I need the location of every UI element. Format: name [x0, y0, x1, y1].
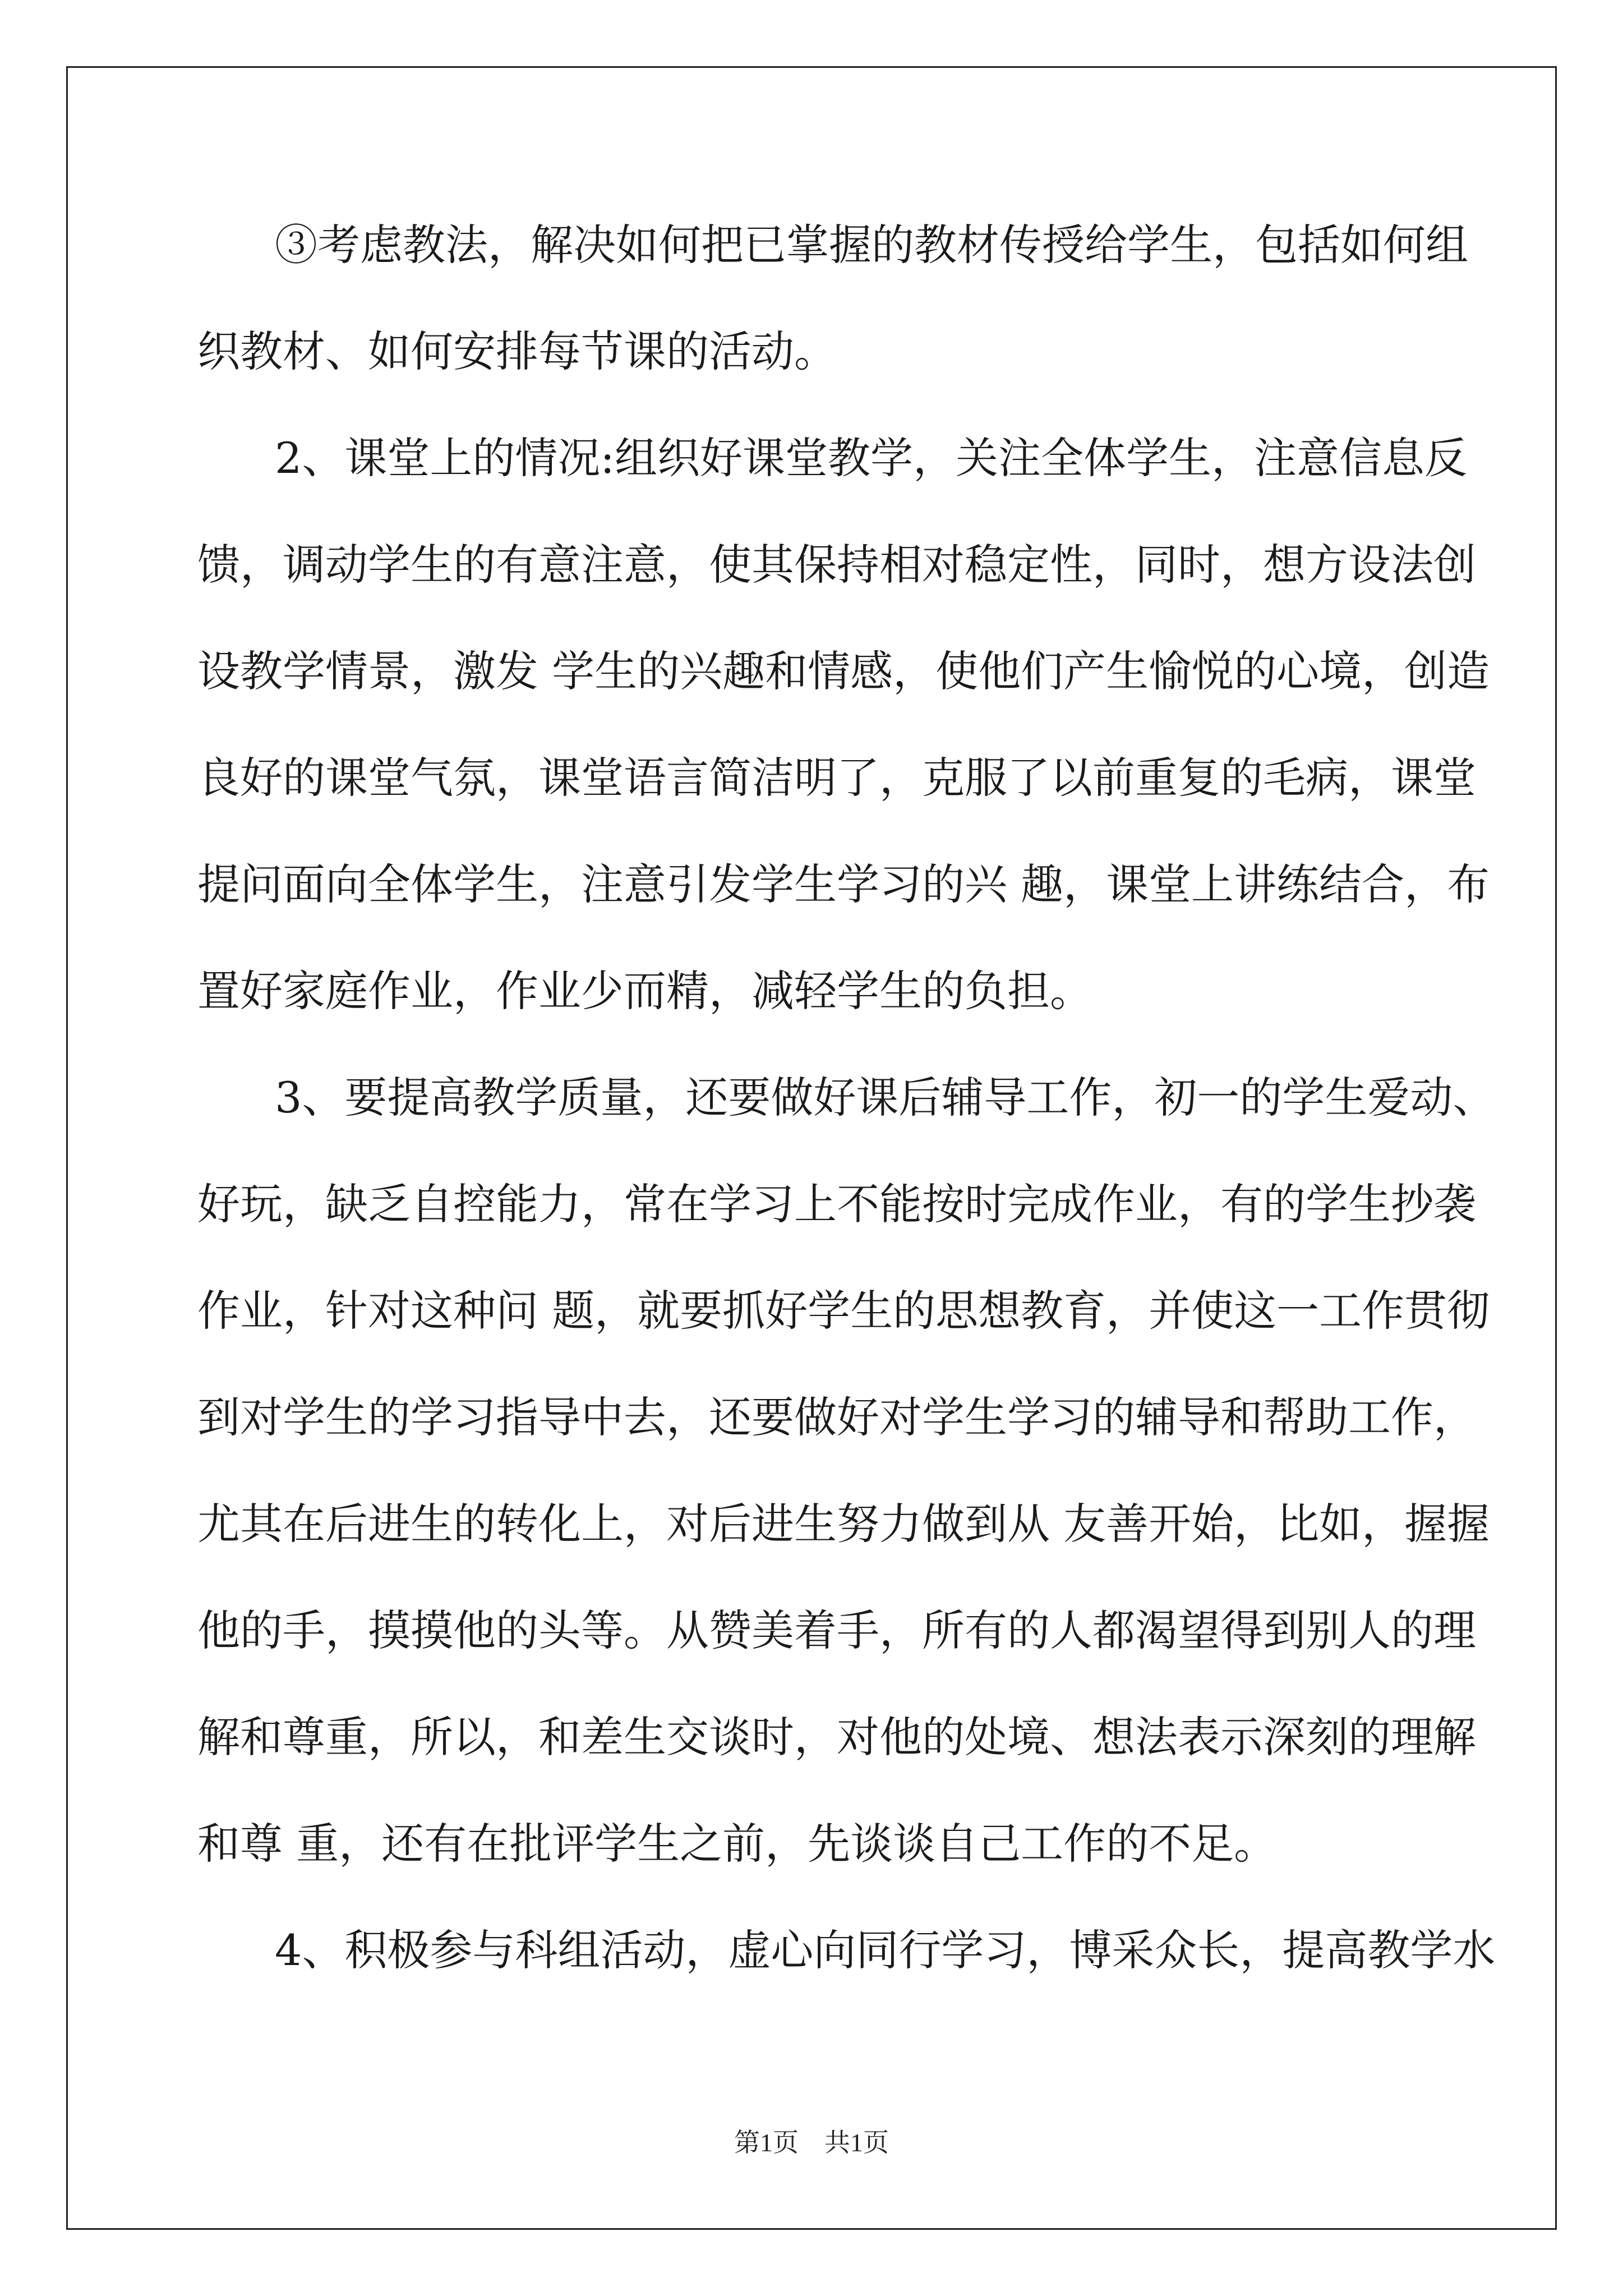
text-line: 解和尊重，所以，和差生交谈时，对他的处境、想法表示深刻的理解 — [197, 1712, 1476, 1762]
text-line: 到对学生的学习指导中去，还要做好对学生学习的辅导和帮助工作， — [197, 1392, 1476, 1442]
text-line: 设教学情景，激发 学生的兴趣和情感，使他们产生愉悦的心境，创造 — [197, 646, 1490, 696]
text-line: 4、积极参与科组活动，虚心向同行学习，博采众长，提高教学水 — [275, 1925, 1496, 1975]
document-body — [197, 220, 1496, 2032]
text-line: 馈，调动学生的有意注意，使其保持相对稳定性，同时，想方设法创 — [197, 540, 1476, 590]
text-line: 他的手，摸摸他的头等。从赞美着手，所有的人都渴望得到别人的理 — [197, 1605, 1476, 1655]
text-line: 好玩，缺乏自控能力，常在学习上不能按时完成作业，有的学生抄袭 — [197, 1179, 1476, 1229]
text-line: 提问面向全体学生，注意引发学生学习的兴 趣，课堂上讲练结合，布 — [197, 859, 1490, 909]
text-line: 和尊 重，还有在批评学生之前，先谈谈自己工作的不足。 — [197, 1819, 1277, 1869]
text-line: 织教材、如何安排每节课的活动。 — [197, 326, 837, 376]
text-line: 作业，针对这种问 题，就要抓好学生的思想教育，并使这一工作贯彻 — [197, 1286, 1490, 1336]
text-line: ③考虑教法，解决如何把已掌握的教材传授给学生，包括如何组 — [275, 220, 1468, 270]
text-line: 置好家庭作业，作业少而精，减轻学生的负担。 — [197, 966, 1092, 1016]
text-line: 2、课堂上的情况:组织好课堂教学，关注全体学生，注意信息反 — [275, 433, 1467, 483]
text-line: 良好的课堂气氛，课堂语言简洁明了，克服了以前重复的毛病，课堂 — [197, 753, 1476, 803]
text-line: 尤其在后进生的转化上，对后进生努力做到从 友善开始，比如，握握 — [197, 1499, 1490, 1549]
text-line: 3、要提高教学质量，还要做好课后辅导工作，初一的学生爱动、 — [275, 1073, 1496, 1122]
page-footer: 第1页 共1页 — [734, 2128, 889, 2157]
